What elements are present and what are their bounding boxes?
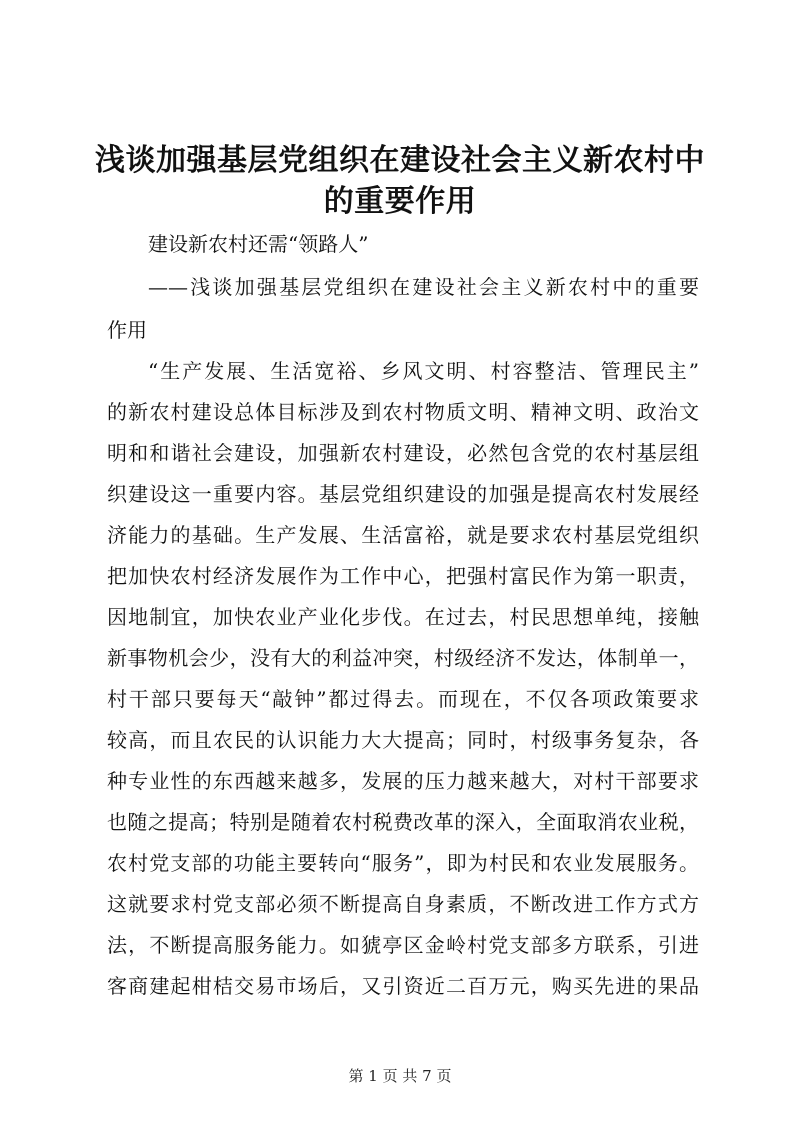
body-line: 新事物机会少，没有大的利益冲突，村级经济不发达，体制单一， (107, 646, 699, 670)
body-line: 的新农村建设总体目标涉及到农村物质文明、精神文明、政治文 (107, 400, 699, 424)
body-line: 把加快农村经济发展作为工作中心，把强村富民作为第一职责， (107, 564, 699, 588)
subtitle: 建设新农村还需“领路人” (148, 232, 369, 256)
body-line: 较高，而且农民的认识能力大大提高；同时，村级事务复杂，各 (107, 728, 699, 752)
body-line: 也随之提高；特别是随着农村税费改革的深入，全面取消农业税， (107, 810, 699, 834)
body-line: 济能力的基础。生产发展、生活富裕，就是要求农村基层党组织 (107, 523, 699, 547)
body-line: 农村党支部的功能主要转向“服务”，即为村民和农业发展服务。 (107, 851, 699, 875)
body-line: “生产发展、生活宽裕、乡风文明、村容整洁、管理民主” (148, 359, 699, 383)
document-title-line-1: 浅谈加强基层党组织在建设社会主义新农村中 (95, 143, 705, 178)
body-line: 明和和谐社会建设，加强新农村建设，必然包含党的农村基层组 (107, 441, 699, 465)
body-line: 这就要求村党支部必须不断提高自身素质，不断改进工作方式方 (107, 892, 699, 916)
body-line: 种专业性的东西越来越多，发展的压力越来越大，对村干部要求 (107, 769, 699, 793)
body-line: 法，不断提高服务能力。如猇亭区金岭村党支部多方联系，引进 (107, 933, 699, 957)
body-line: 织建设这一重要内容。基层党组织建设的加强是提高农村发展经 (107, 482, 699, 506)
subheading-line-1: ——浅谈加强基层党组织在建设社会主义新农村中的重要 (148, 275, 699, 299)
body-line: 因地制宜，加快农业产业化步伐。在过去，村民思想单纯，接触 (107, 605, 699, 629)
body-line: 村干部只要每天“敲钟”都过得去。而现在，不仅各项政策要求 (107, 687, 699, 711)
page-number-footer: 第 1 页 共 7 页 (348, 1067, 452, 1085)
subheading-line-2: 作用 (107, 318, 147, 342)
body-line: 客商建起柑桔交易市场后，又引资近二百万元，购买先进的果品 (107, 974, 699, 998)
document-title-line-2: 的重要作用 (323, 184, 477, 219)
